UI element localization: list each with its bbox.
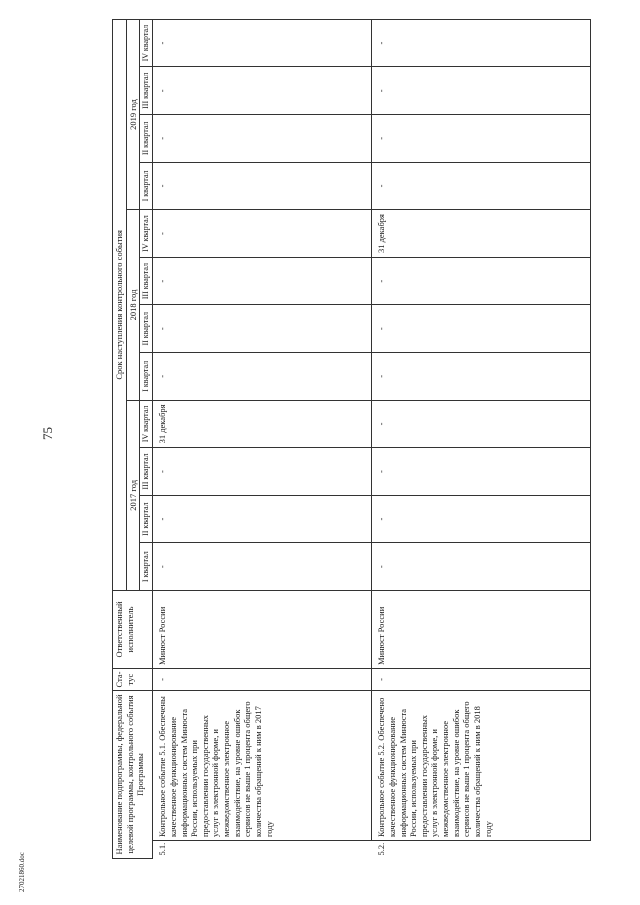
event-name: Контрольное событие 5.1. Обеспечены качественное функционирование информационных систем Минюста России, используемых при предоставлении государственных услуг в электронной форме, и межведомственное электронное взаимодействие, на уровне ошибок сервисов не выше 1 процента общего количества обращений к ним в 2017 году — [153, 691, 372, 841]
quarter-cell: - — [153, 19, 372, 67]
header-quarter: IV квартал — [140, 19, 153, 67]
quarter-cell: 31 декабря — [372, 210, 591, 258]
quarter-cell: - — [372, 400, 591, 448]
header-year-2019: 2019 год — [126, 19, 140, 210]
quarter-cell: - — [153, 162, 372, 210]
quarter-cell: - — [372, 305, 591, 353]
table-row — [372, 19, 591, 858]
header-quarter: III квартал — [140, 257, 153, 305]
header-quarter: II квартал — [140, 495, 153, 543]
header-deadline: Срок наступления контрольного события — [113, 19, 127, 590]
rotated-table-area — [112, 19, 632, 859]
quarter-cell: - — [372, 67, 591, 115]
table-row — [153, 19, 372, 858]
header-quarter: IV квартал — [140, 400, 153, 448]
quarter-cell: - — [153, 448, 372, 496]
header-year-2018: 2018 год — [126, 210, 140, 400]
header-status: Ста-тус — [113, 669, 153, 691]
responsible-cell: Минюст России — [372, 591, 591, 669]
responsible-cell: Минюст России — [153, 591, 372, 669]
header-quarter: II квартал — [140, 305, 153, 353]
page-number: 75 — [40, 427, 55, 440]
header-quarter: III квартал — [140, 67, 153, 115]
quarter-cell: - — [372, 543, 591, 591]
status-cell: - — [153, 669, 372, 691]
row-number: 5.2. — [375, 842, 386, 856]
quarter-cell: - — [372, 353, 591, 401]
quarter-cell: - — [153, 305, 372, 353]
quarter-cell: - — [372, 162, 591, 210]
quarter-cell: - — [372, 448, 591, 496]
quarter-cell: - — [153, 353, 372, 401]
quarter-cell: - — [372, 19, 591, 67]
event-name: Контрольное событие 5.2. Обеспечено качественное функционирование информационных систем Минюста России, используемых при предоставлении государственных услуг в электронной форме, и межведомственное электронное взаимодействие, на уровне ошибок сервисов не выше 1 процента общего количества обращений к ним в 2018 году — [372, 691, 591, 841]
quarter-cell: - — [153, 257, 372, 305]
quarter-cell: - — [372, 115, 591, 163]
header-quarter: IV квартал — [140, 210, 153, 258]
header-name: Наименование подпрограммы, федеральной целевой программы, контрольного события Программы — [113, 691, 153, 859]
footer-filename: 27021860.doc — [18, 852, 26, 892]
header-quarter: I квартал — [140, 543, 153, 591]
control-events-table — [112, 19, 591, 859]
quarter-cell: - — [372, 495, 591, 543]
header-year-2017: 2017 год — [126, 400, 140, 590]
header-quarter: III квартал — [140, 448, 153, 496]
quarter-cell: - — [153, 67, 372, 115]
quarter-cell: - — [153, 495, 372, 543]
quarter-cell: - — [153, 210, 372, 258]
quarter-cell: - — [153, 543, 372, 591]
quarter-cell: - — [372, 257, 591, 305]
header-quarter: I квартал — [140, 162, 153, 210]
header-quarter: II квартал — [140, 115, 153, 163]
header-quarter: I квартал — [140, 353, 153, 401]
status-cell: - — [372, 669, 591, 691]
row-number: 5.1. — [157, 842, 168, 856]
quarter-cell: - — [153, 115, 372, 163]
quarter-cell: 31 декабря — [153, 400, 372, 448]
header-responsible: Ответственный исполнитель — [113, 591, 153, 669]
